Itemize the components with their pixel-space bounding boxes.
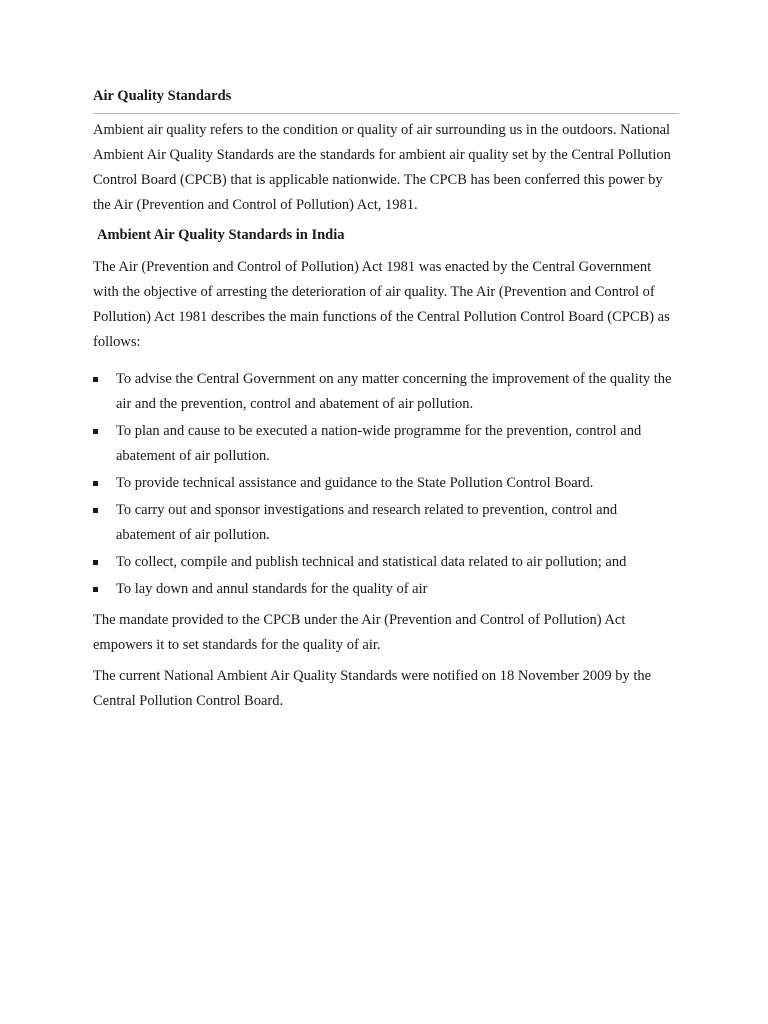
bullet-icon: [93, 481, 98, 486]
document-page: [93, 85, 679, 720]
bullet-icon: [93, 377, 98, 382]
document-title: Air Quality Standards: [93, 88, 232, 104]
intro-paragraph: Ambient air quality refers to the condition or quality of air surrounding us in the outdoors. National Ambient Air Quality Standards are the standards for ambient air quality set by the Central Pollution Control Board (CPCB) that is applicable nationwide. The CPCB has been conferred this power by the Air (Prevention and Control of Pollution) Act, 1981.: [93, 122, 671, 213]
notification-paragraph: The current National Ambient Air Quality Standards were notified on 18 November 2009 by the Central Pollution Control Board.: [93, 668, 652, 709]
list-item: [93, 367, 679, 417]
bullet-icon: [93, 429, 98, 434]
list-item-text: To lay down and annul standards for the quality of air: [116, 581, 428, 597]
list-item-text: To plan and cause to be executed a nation-wide programme for the prevention, control and abatement of air pollution.: [116, 423, 642, 464]
list-item: [93, 550, 679, 575]
functions-list: [93, 367, 679, 602]
mandate-paragraph: The mandate provided to the CPCB under the Air (Prevention and Control of Pollution) Act empowers it to set standards for the quality of air.: [93, 612, 626, 653]
title-divider: [93, 113, 679, 114]
bullet-icon: [93, 560, 98, 565]
list-item: [93, 471, 679, 496]
list-item-text: To provide technical assistance and guidance to the State Pollution Control Board.: [116, 475, 594, 491]
section-heading: Ambient Air Quality Standards in India: [97, 227, 345, 243]
bullet-icon: [93, 508, 98, 513]
list-item: [93, 577, 679, 602]
list-item: [93, 419, 679, 469]
list-item-text: To advise the Central Government on any matter concerning the improvement of the quality the air and the prevention, control and abatement of air pollution.: [116, 371, 672, 412]
list-item: [93, 498, 679, 548]
list-item-text: To carry out and sponsor investigations and research related to prevention, control and abatement of air pollution.: [116, 502, 618, 543]
act-paragraph: The Air (Prevention and Control of Pollution) Act 1981 was enacted by the Central Government with the objective of arresting the deterioration of air quality. The Air (Prevention and Control of Pollution) Act 1981 describes the main functions of the Central Pollution Control Board (CPCB) as follows:: [93, 259, 670, 350]
bullet-icon: [93, 587, 98, 592]
list-item-text: To collect, compile and publish technical and statistical data related to air pollution; and: [116, 554, 627, 570]
